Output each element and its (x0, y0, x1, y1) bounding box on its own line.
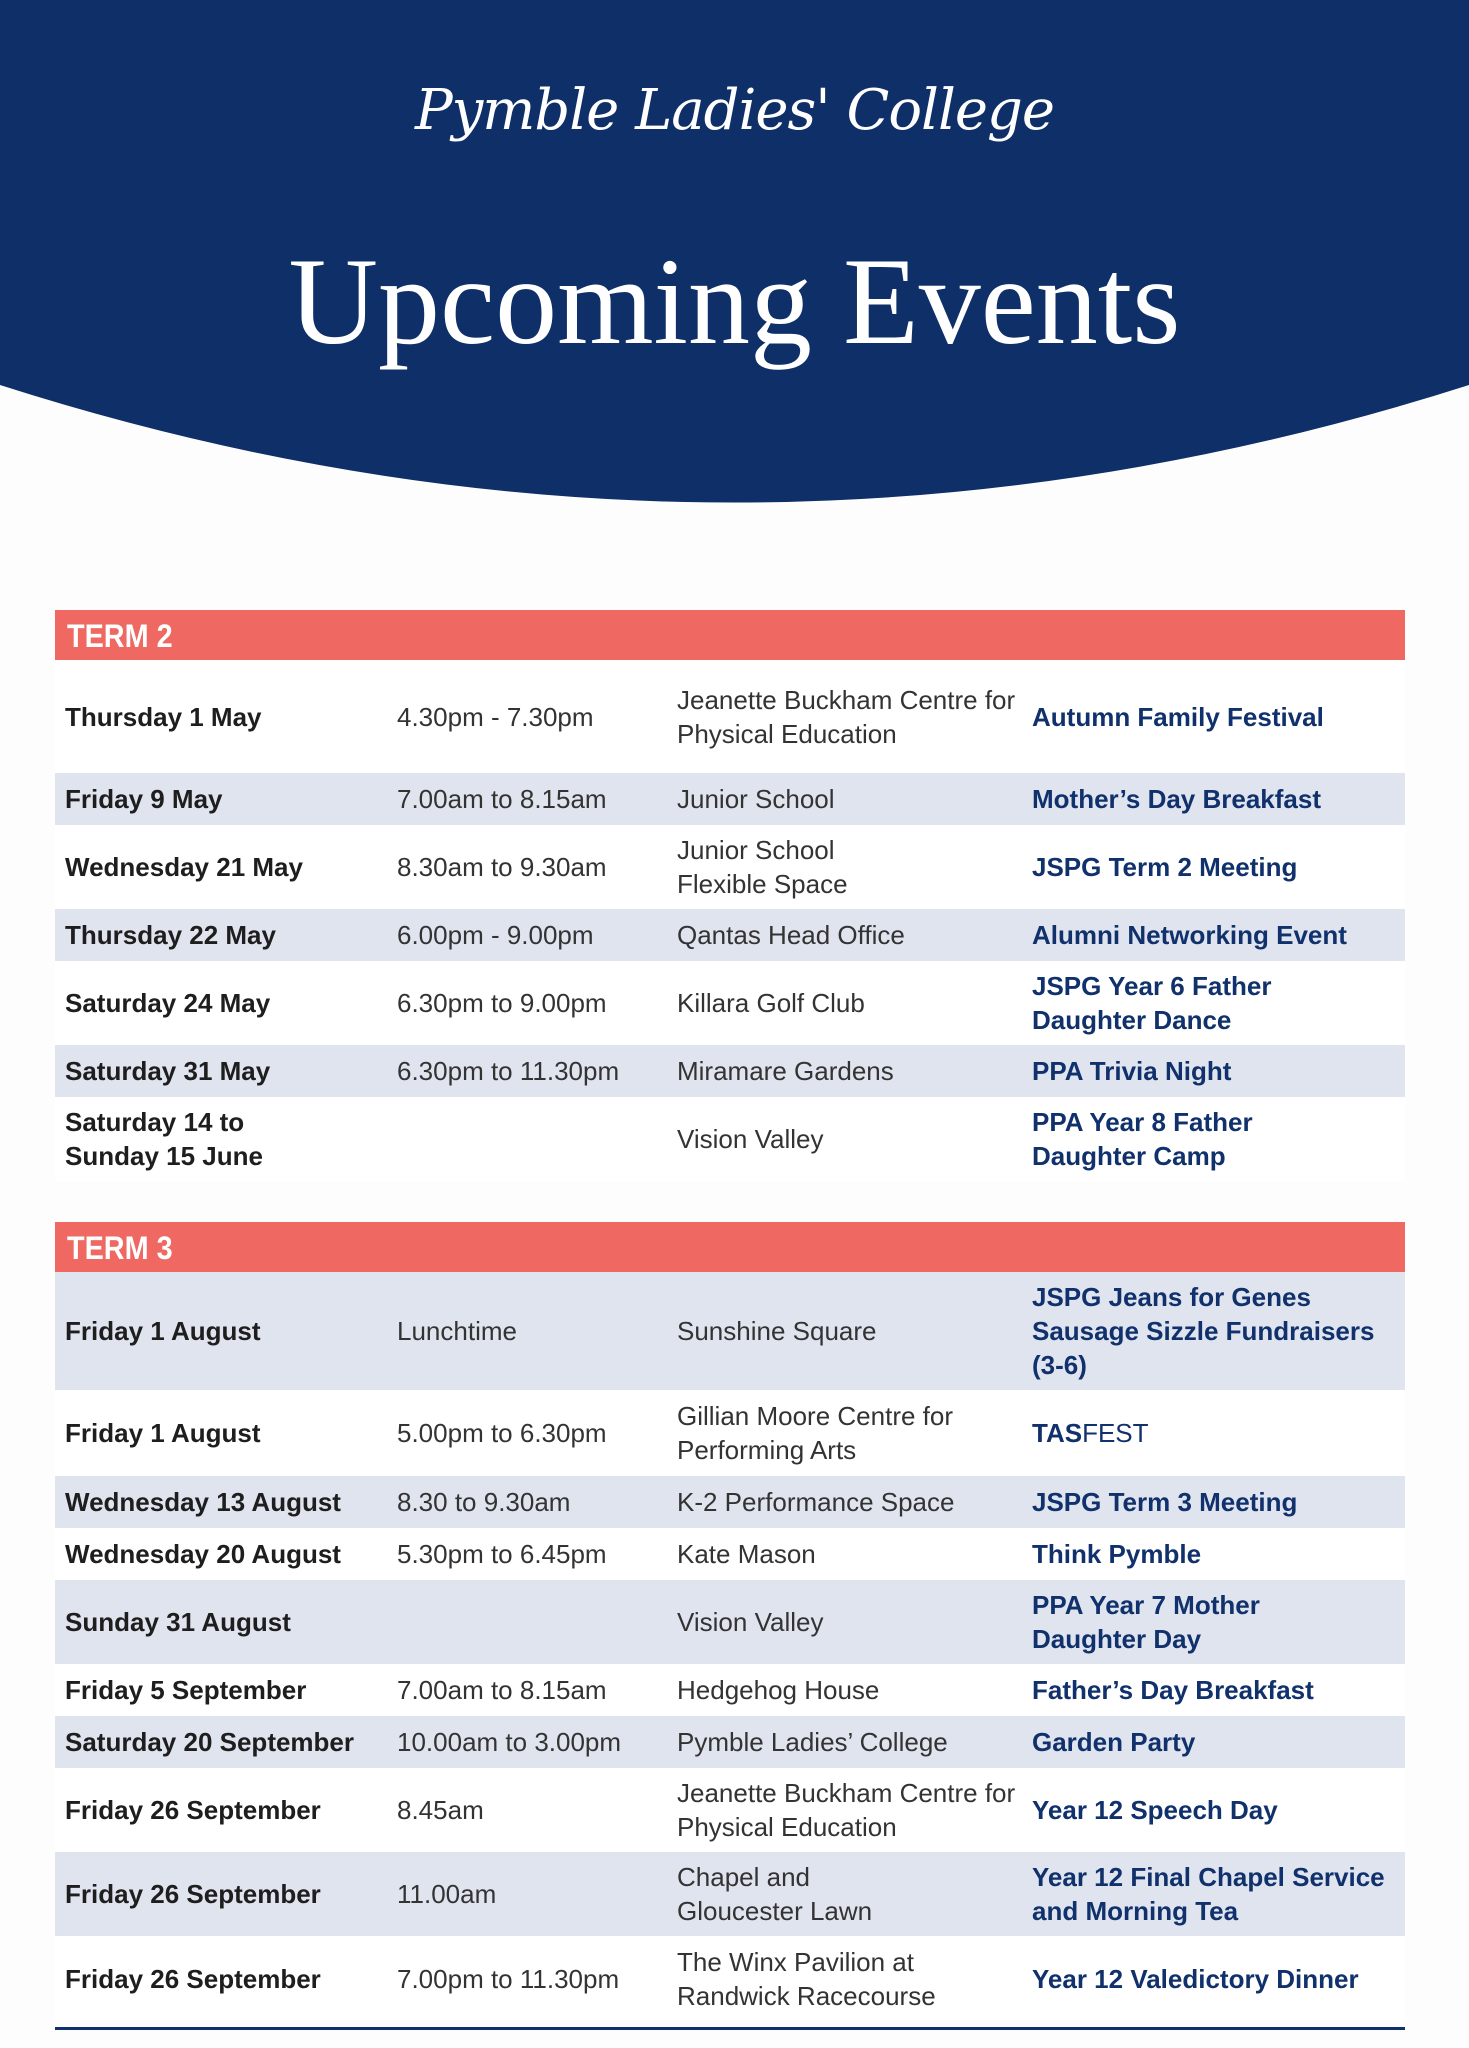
event-date: Saturday 24 May (65, 988, 271, 1018)
event-venue: Vision Valley (677, 1607, 824, 1637)
event-row (55, 1768, 1405, 1852)
event-time: 7.00am to 8.15am (397, 1675, 607, 1705)
event-title: JSPG Year 6 Father Daughter Dance (1032, 971, 1272, 1035)
event-time: 11.00am (397, 1879, 497, 1909)
event-venue: Miramare Gardens (677, 1056, 894, 1086)
event-title: Autumn Family Festival (1032, 701, 1324, 732)
event-venue: Killara Golf Club (677, 988, 865, 1018)
event-row (55, 1936, 1405, 2022)
event-title: Garden Party (1032, 1727, 1196, 1757)
term-2-section (55, 610, 1405, 1181)
event-date: Saturday 14 to Sunday 15 June (65, 1107, 263, 1171)
event-date: Friday 26 September (65, 1879, 321, 1909)
event-date: Friday 1 August (65, 1418, 261, 1448)
event-row (55, 1045, 1405, 1097)
event-time: 5.00pm to 6.30pm (397, 1418, 607, 1448)
event-date: Friday 1 August (65, 1316, 261, 1346)
event-time: 8.45am (397, 1795, 484, 1825)
event-date: Friday 9 May (65, 784, 223, 814)
event-venue: Junior School (677, 784, 835, 814)
term-3-section (55, 1222, 1405, 2022)
event-time: 8.30 to 9.30am (397, 1487, 571, 1517)
event-venue: Gillian Moore Centre for Performing Arts (677, 1401, 953, 1465)
event-venue: Pymble Ladies’ College (677, 1727, 948, 1757)
event-time: 7.00am to 8.15am (397, 784, 607, 814)
event-title-bold: TAS (1032, 1418, 1083, 1448)
event-time: 4.30pm - 7.30pm (397, 701, 594, 732)
event-title: JSPG Term 2 Meeting (1032, 852, 1298, 882)
event-time: 10.00am to 3.00pm (397, 1727, 622, 1757)
event-title: Year 12 Speech Day (1032, 1795, 1278, 1825)
event-time: Lunchtime (397, 1316, 517, 1346)
event-title: PPA Year 8 Father Daughter Camp (1032, 1107, 1253, 1171)
event-date: Wednesday 21 May (65, 852, 303, 882)
event-time: 6.30pm to 9.00pm (397, 988, 607, 1018)
event-row (55, 909, 1405, 961)
event-time: 8.30am to 9.30am (397, 852, 607, 882)
event-title: Think Pymble (1032, 1539, 1202, 1569)
page-title: Upcoming Events (288, 233, 1181, 370)
term-2-header: TERM 2 (55, 610, 1405, 660)
event-venue: Hedgehog House (677, 1675, 880, 1705)
event-venue: Jeanette Buckham Centre for Physical Education (677, 684, 1016, 749)
event-title: Year 12 Valedictory Dinner (1032, 1964, 1359, 1994)
event-date: Thursday 1 May (65, 701, 262, 732)
event-date: Sunday 31 August (65, 1607, 291, 1637)
event-date: Friday 26 September (65, 1795, 321, 1825)
event-title: JSPG Term 3 Meeting (1032, 1487, 1298, 1517)
event-title: Mother’s Day Breakfast (1032, 784, 1321, 814)
event-date: Friday 26 September (65, 1964, 321, 1994)
event-date: Wednesday 20 August (65, 1539, 341, 1569)
event-venue: Vision Valley (677, 1124, 824, 1154)
event-venue: Qantas Head Office (677, 920, 905, 950)
event-venue: Chapel and Gloucester Lawn (677, 1862, 873, 1926)
event-row (55, 825, 1405, 909)
event-venue: Jeanette Buckham Centre for Physical Education (677, 1778, 1016, 1842)
college-logo: Pymble Ladies' College (414, 78, 1055, 143)
event-title: Year 12 Final Chapel Service and Morning Tea (1032, 1862, 1385, 1926)
event-title-light: FEST (1082, 1418, 1149, 1448)
event-date: Saturday 20 September (65, 1727, 355, 1757)
event-venue: K-2 Performance Space (677, 1487, 955, 1517)
event-venue: Sunshine Square (677, 1316, 877, 1346)
event-title (1022, 1416, 1405, 1450)
event-row (55, 1390, 1405, 1476)
event-time: 7.00pm to 11.30pm (397, 1964, 620, 1994)
event-row (55, 1580, 1405, 1664)
event-date: Thursday 22 May (65, 920, 276, 950)
event-row (55, 1476, 1405, 1528)
event-date: Friday 5 September (65, 1675, 307, 1705)
event-date: Saturday 31 May (65, 1056, 271, 1086)
event-date: Wednesday 13 August (65, 1487, 341, 1517)
event-row (55, 773, 1405, 825)
event-venue: Kate Mason (677, 1539, 816, 1569)
event-title: PPA Year 7 Mother Daughter Day (1032, 1590, 1260, 1654)
event-title: Alumni Networking Event (1032, 920, 1347, 950)
bottom-divider (55, 2027, 1405, 2030)
event-row (55, 1716, 1405, 1768)
event-time: 6.30pm to 11.30pm (397, 1056, 620, 1086)
event-row (55, 1852, 1405, 1936)
event-row (55, 660, 1405, 773)
event-row (55, 961, 1405, 1045)
event-title: Father’s Day Breakfast (1032, 1675, 1314, 1705)
event-row (55, 1528, 1405, 1580)
event-title: JSPG Jeans for Genes Sausage Sizzle Fundraisers (3-6) (1032, 1282, 1375, 1380)
event-row (55, 1097, 1405, 1181)
event-time: 5.30pm to 6.45pm (397, 1539, 607, 1569)
event-title: PPA Trivia Night (1032, 1056, 1232, 1086)
event-row (55, 1664, 1405, 1716)
event-venue: The Winx Pavilion at Randwick Racecourse (677, 1947, 936, 2011)
event-venue: Junior School Flexible Space (677, 835, 848, 899)
term-3-header: TERM 3 (55, 1222, 1405, 1272)
event-row (55, 1272, 1405, 1390)
event-time: 6.00pm - 9.00pm (397, 920, 594, 950)
